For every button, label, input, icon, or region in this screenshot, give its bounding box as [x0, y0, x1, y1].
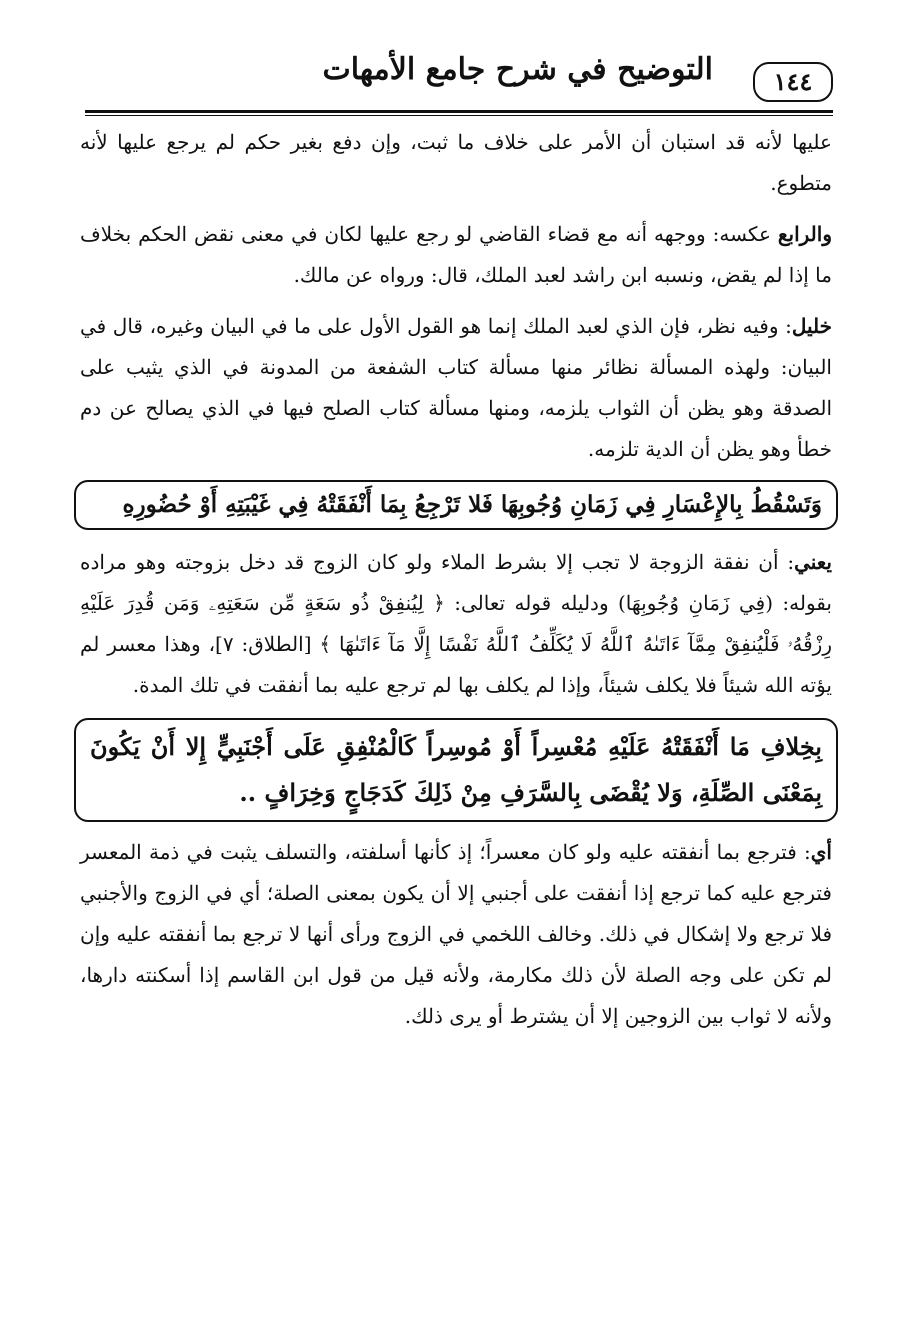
running-title: التوضيح في شرح جامع الأمهات	[322, 52, 713, 87]
commentary-lead: أي	[810, 840, 832, 864]
paragraph-lead: والرابع	[777, 222, 832, 246]
paragraph-text: عكسه: ووجهه أنه مع قضاء القاضي لو رجع عليها لكان في معنى نقض الحكم بخلاف ما إذا لم يقض، ونسبه ابن راشد لعبد الملك، قال: ورواه عن مالك.	[80, 222, 832, 287]
paragraph-1	[80, 122, 832, 204]
commentary-lead: يعني	[794, 550, 832, 574]
matn-box-1	[74, 480, 838, 530]
page-header	[85, 52, 833, 112]
page-number: ١٤٤	[753, 62, 833, 102]
paragraph-text: : وفيه نظر، فإن الذي لعبد الملك إنما هو القول الأول على ما في البيان وغيره، قال في البيان: ولهذه المسألة نظائر منها مسألة كتاب الشفعة من المدونة في الذي يثيب على الصدقة وهو يظن أن الثواب يلزمه، ومنها مسألة كتاب الصلح فيها في الذي يصالح عن دم خطأ وهو يظن أن الدية تلزمه.	[80, 314, 832, 461]
paragraph-2	[80, 214, 832, 296]
paragraph-lead: خليل	[791, 314, 832, 338]
header-divider	[85, 110, 833, 113]
commentary-1	[80, 542, 832, 706]
page-content	[80, 122, 832, 1047]
matn-text: وَتَسْقُطُ بِالإِعْسَارِ فِي زَمَانِ وُجُوبِهَا فَلا تَرْجِعُ بِمَا أَنْفَقَتْهُ فِي غَيْبَتِهِ أَوْ حُضُورِهِ	[122, 491, 822, 518]
matn-box-2	[74, 718, 838, 822]
paragraph-text: عليها لأنه قد استبان أن الأمر على خلاف ما ثبت، وإن دفع بغير حكم لم يرجع عليها لأنه متطوع.	[80, 130, 832, 195]
commentary-text: : أن نفقة الزوجة لا تجب إلا بشرط الملاء ولو كان الزوج قد دخل بزوجته وهو مراده بقوله: (فِي زَمَانِ وُجُوبِهَا) ودليله قوله تعالى: ﴿ لِيُنفِقْ ذُو سَعَةٍ مِّن سَعَتِهِۦ وَمَن قُدِرَ عَلَيْهِ رِزْقُهُۥ فَلْيُنفِقْ مِمَّآ ءَاتَىٰهُ ٱللَّهُ لَا يُكَلِّفُ ٱللَّهُ نَفْسًا إِلَّا مَآ ءَاتَىٰهَا ﴾ [الطلاق: ٧]، وهذا معسر لم يؤته الله شيئاً فلا يكلف شيئاً، وإذا لم يكلف بها لم ترجع عليه بما أنفقت في تلك المدة.	[80, 550, 832, 697]
paragraph-3	[80, 306, 832, 470]
commentary-2	[80, 832, 832, 1037]
commentary-text: : فترجع بما أنفقته عليه ولو كان معسراً؛ إذ كأنها أسلفته، والتسلف يثبت في ذمة المعسر فترجع عليه كما ترجع إذا أنفقت على أجنبي إلا أن يكون بمعنى الصلة؛ أي في الزوج والأجنبي فلا ترجع ولا إشكال في ذلك. وخالف اللخمي في الزوج ورأى أنها لا ترجع بما أنفقته عليه وإن لم تكن على وجه الصلة لأن ذلك مكارمة، ولأنه قيل من قول ابن القاسم إذا أسكنته دارها، ولأنه لا ثواب بين الزوجين إلا أن يشترط أو يرى ذلك.	[80, 840, 832, 1028]
header-divider-thin	[85, 115, 833, 116]
matn-text: بِخِلافِ مَا أَنْفَقَتْهُ عَلَيْهِ مُعْسِراً أَوْ مُوسِراً كَالْمُنْفِقِ عَلَى أَجْنَبِيٍّ إِلا أَنْ يَكُونَ بِمَعْنَى الصِّلَةِ، وَلا يُقْضَى بِالسَّرَفِ مِنْ ذَلِكَ كَدَجَاجٍ وَخِرَافٍ ..	[90, 732, 822, 807]
